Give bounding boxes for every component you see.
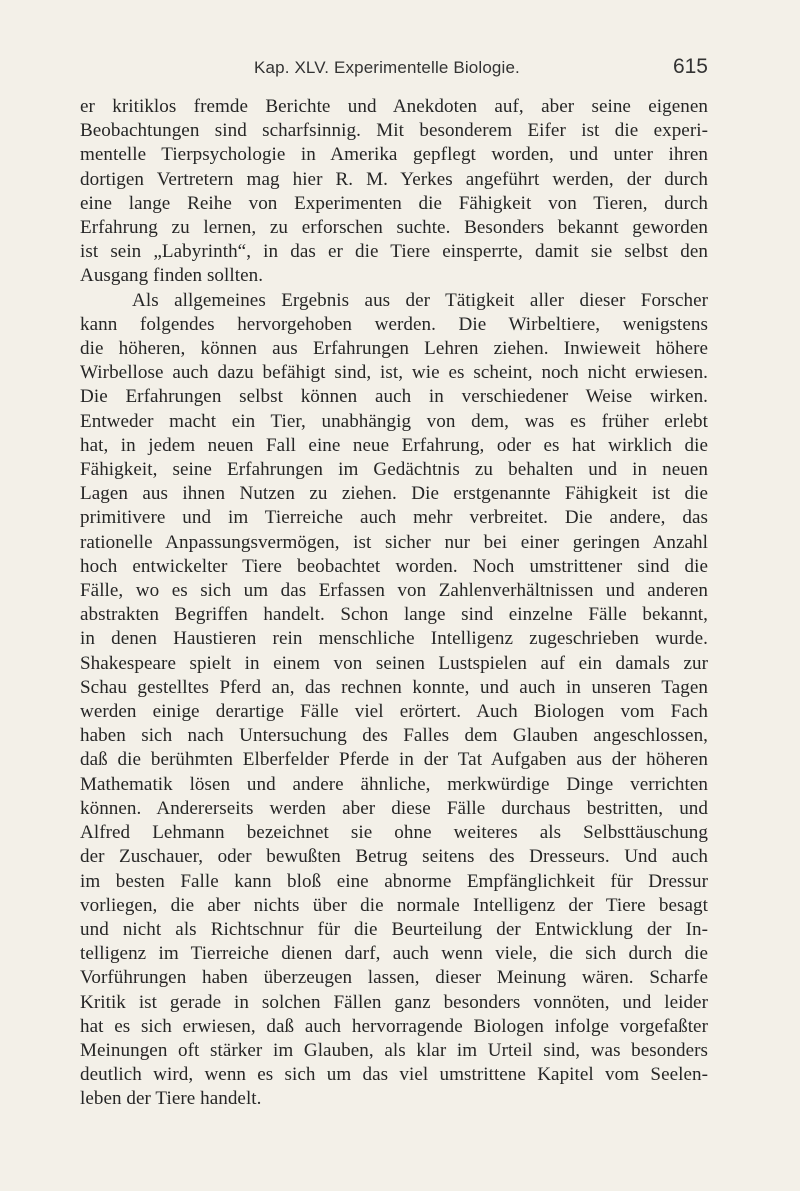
text-line: Meinungen oft stärker im Glauben, als klar im Urteil sind, was besonders <box>80 1039 708 1061</box>
text-line: Beobachtungen sind scharfsinnig. Mit besonderem Eifer ist die experi- <box>80 120 708 142</box>
text-line: kann folgendes hervorgehoben werden. Die Wirbeltiere, wenigstens <box>80 313 708 335</box>
text-line: deutlich wird, wenn es sich um das viel umstrittene Kapitel vom Seelen- <box>80 1064 708 1086</box>
text-line: ist sein „Labyrinth“, in das er die Tiere einsperrte, damit sie selbst den <box>80 241 708 263</box>
text-line: dortigen Vertretern mag hier R. M. Yerkes angeführt werden, der durch <box>80 168 708 190</box>
text-line: vorliegen, die aber nichts über die normale Intelligenz der Tiere besagt <box>80 894 708 916</box>
text-line: primitivere und im Tierreiche auch mehr verbreitet. Die andere, das <box>80 507 708 529</box>
text-line: hoch entwickelter Tiere beobachtet worden. Noch umstrittener sind die <box>80 555 708 577</box>
text-line: im besten Falle kann bloß eine abnorme Empfänglichkeit für Dressur <box>80 870 708 892</box>
text-line: Ausgang finden sollten. <box>80 265 264 287</box>
text-line: haben sich nach Untersuchung des Falles dem Glauben angeschlossen, <box>80 725 708 747</box>
text-line: Die Erfahrungen selbst können auch in verschiedener Weise wirken. <box>80 386 708 408</box>
text-line: leben der Tiere handelt. <box>80 1088 262 1110</box>
text-line: Kritik ist gerade in solchen Fällen ganz besonders vonnöten, und leider <box>80 991 708 1013</box>
text-line: telligenz im Tierreiche dienen darf, auch wenn viele, die sich durch die <box>80 943 708 965</box>
text-line: mentelle Tierpsychologie in Amerika gepflegt worden, und unter ihren <box>80 144 708 166</box>
page-number: 615 <box>672 55 708 78</box>
text-line: Shakespeare spielt in einem von seinen Lustspielen auf ein damals zur <box>80 652 708 674</box>
text-line: Lagen aus ihnen Nutzen zu ziehen. Die erstgenannte Fähigkeit ist die <box>80 483 708 505</box>
text-line: die höheren, können aus Erfahrungen Lehren ziehen. Inwieweit höhere <box>80 338 708 360</box>
text-line: hat es sich erwiesen, daß auch hervorragende Biologen infolge vorgefaßter <box>80 1015 708 1037</box>
text-line: daß die berühmten Elberfelder Pferde in der Tat Aufgaben aus der höheren <box>80 749 708 771</box>
text-line: Fähigkeit, seine Erfahrungen im Gedächtnis zu behalten und in neuen <box>80 459 708 481</box>
body-text <box>80 95 708 1112</box>
text-line: der Zuschauer, oder bewußten Betrug seitens des Dresseurs. Und auch <box>80 846 708 868</box>
text-line: werden einige derartige Fälle viel erörtert. Auch Biologen vom Fach <box>80 701 708 723</box>
text-line: Mathematik lösen und andere ähnliche, merkwürdige Dinge verrichten <box>80 773 708 795</box>
text-line: Entweder macht ein Tier, unabhängig von dem, was es früher erlebt <box>80 410 708 432</box>
text-line: hat, in jedem neuen Fall eine neue Erfahrung, oder es hat wirklich die <box>80 434 708 456</box>
page-header <box>80 55 708 85</box>
text-line: Schau gestelltes Pferd an, das rechnen konnte, und auch in unseren Tagen <box>80 676 708 698</box>
paragraph-2 <box>80 289 708 1112</box>
text-line: Wirbellose auch dazu befähigt sind, ist, wie es scheint, noch nicht erwiesen. <box>80 362 708 384</box>
text-line: Vorführungen haben überzeugen lassen, dieser Meinung wären. Scharfe <box>80 967 708 989</box>
running-head: Kap. XLV. Experimentelle Biologie. <box>254 58 520 77</box>
text-line: abstrakten Begriffen handelt. Schon lange sind einzelne Fälle bekannt, <box>80 604 708 626</box>
text-line: eine lange Reihe von Experimenten die Fähigkeit von Tieren, durch <box>80 192 708 214</box>
text-line: rationelle Anpassungsvermögen, ist sicher nur bei einer geringen Anzahl <box>80 531 708 553</box>
text-line: Alfred Lehmann bezeichnet sie ohne weiteres als Selbsttäuschung <box>80 822 708 844</box>
text-line: können. Andererseits werden aber diese Fälle durchaus bestritten, und <box>80 797 708 819</box>
paragraph-1 <box>80 95 708 289</box>
text-line: Als allgemeines Ergebnis aus der Tätigkeit aller dieser Forscher <box>132 289 708 311</box>
text-line: er kritiklos fremde Berichte und Anekdoten auf, aber seine eigenen <box>80 96 708 117</box>
text-line: und nicht als Richtschnur für die Beurteilung der Entwicklung der In- <box>80 918 708 940</box>
text-line: Fälle, wo es sich um das Erfassen von Zahlenverhältnissen und anderen <box>80 580 708 602</box>
text-line: Erfahrung zu lernen, zu erforschen suchte. Besonders bekannt geworden <box>80 217 708 239</box>
text-line: in denen Haustieren rein menschliche Intelligenz zugeschrieben wurde. <box>80 628 708 650</box>
